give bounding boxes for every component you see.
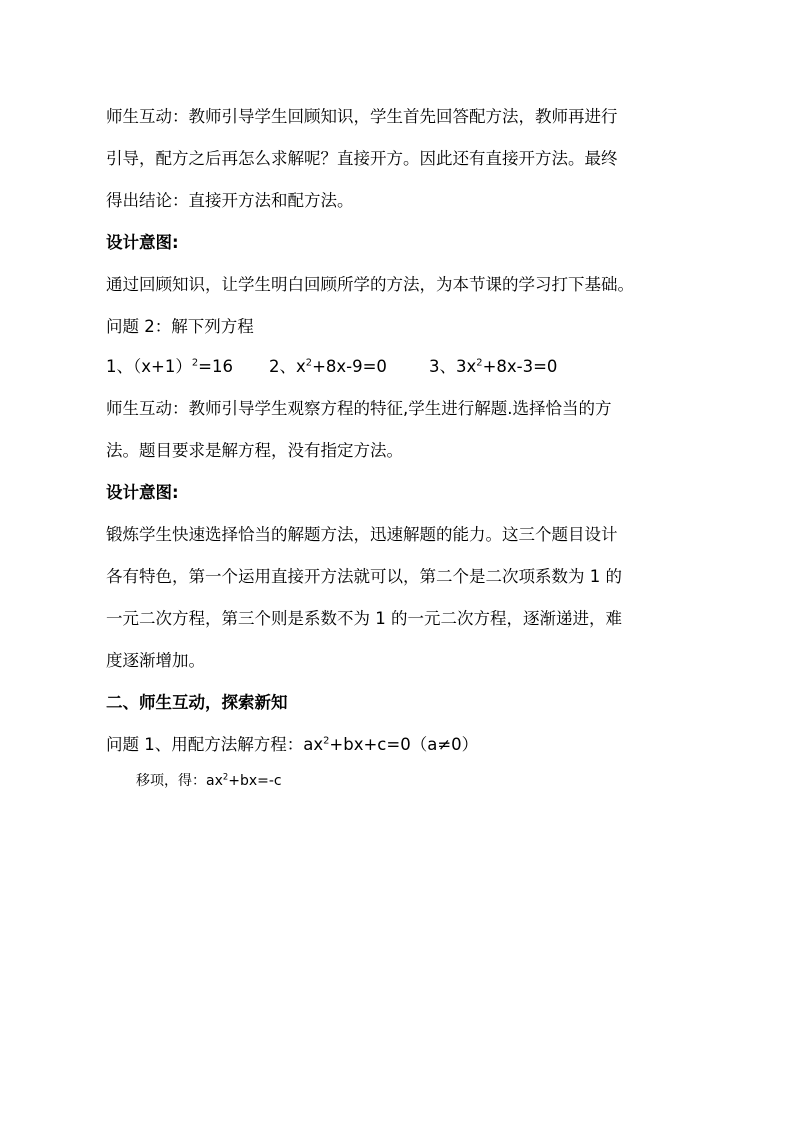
paragraph-line: 法。题目要求是解方程，没有指定方法。	[106, 441, 403, 460]
equation-line	[106, 356, 557, 378]
paragraph-line: 师生互动：教师引导学生回顾知识，学生首先回答配方法，教师再进行	[106, 107, 618, 126]
paragraph-line: 师生互动：教师引导学生观察方程的特征,学生进行解题.选择恰当的方	[106, 399, 612, 418]
section-heading: 设计意图:	[106, 233, 179, 252]
question-title: 问题 2：解下列方程	[106, 317, 254, 336]
solution-step: 移项，得：$ax^2+bx=-c$	[136, 771, 282, 789]
question-line: 问题 1、用配方法解方程：$ax^2+bx+c=0(a\ne 0)$	[106, 735, 479, 754]
section-heading: 设计意图:	[106, 483, 179, 502]
paragraph-line: 引导，配方之后再怎么求解呢？直接开方。因此还有直接开方法。最终	[106, 149, 618, 168]
paragraph-line: 度逐渐增加。	[106, 651, 205, 670]
paragraph-line: 得出结论：直接开方法和配方法。	[106, 191, 354, 210]
paragraph-line: 一元二次方程，第三个则是系数不为 1 的一元二次方程，逐渐递进，难	[106, 609, 622, 628]
paragraph-line: 各有特色，第一个运用直接开方法就可以，第二个是二次项系数为 1 的	[106, 567, 622, 586]
section-heading: 二、师生互动，探索新知	[106, 693, 288, 712]
equation-3: 3、$3x^2+8x-3=0$	[429, 357, 558, 376]
paragraph-line: 锻炼学生快速选择恰当的解题方法，迅速解题的能力。这三个题目设计	[106, 525, 618, 544]
equation-1: 1、$(x+1)^2=16$	[106, 357, 233, 376]
equation-2: 2、$x^2+8x-9=0$	[269, 357, 387, 376]
paragraph-line: 通过回顾知识，让学生明白回顾所学的方法，为本节课的学习打下基础。	[106, 275, 634, 294]
